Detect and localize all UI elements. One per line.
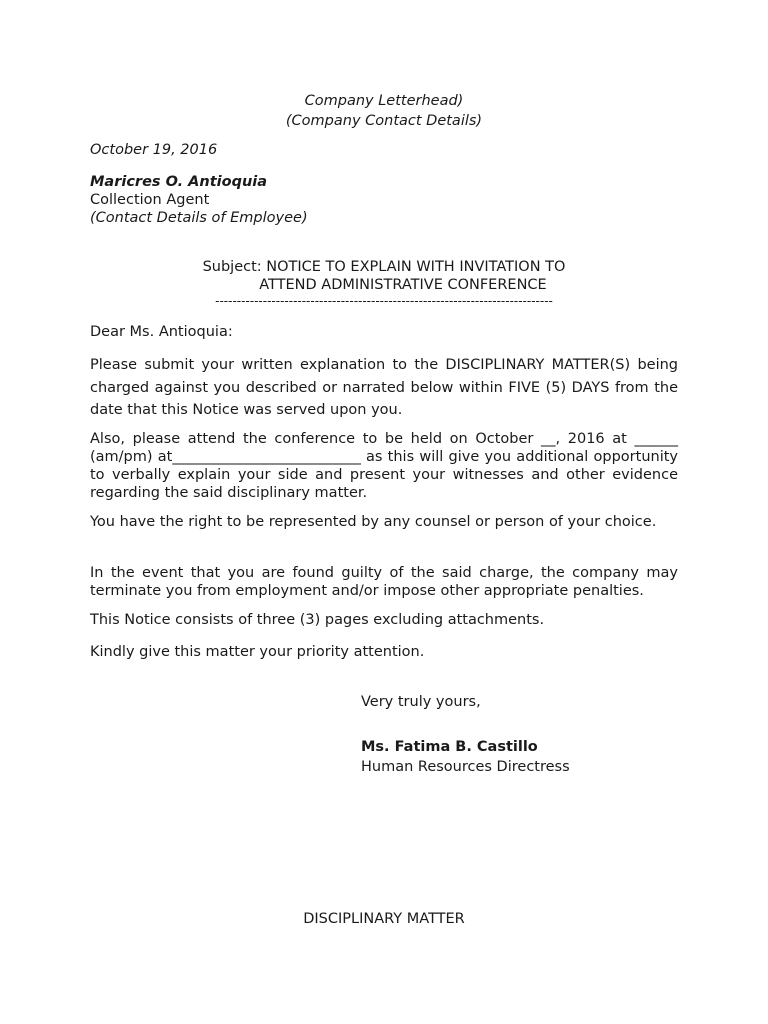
recipient-contact: (Contact Details of Employee) xyxy=(90,210,308,226)
subject-line-1 xyxy=(0,258,768,276)
recipient-position: Collection Agent xyxy=(90,192,210,208)
paragraph-conference: Also, please attend the conference to be held on October __, 2016 at ______ (am/pm) at__________________________ as this will give you additional opportunity to verbally explain your side and present your witnesses and other evidence regarding the said disciplinary matter. xyxy=(90,431,678,501)
paragraph-penalties: In the event that you are found guilty of the said charge, the company may terminate you from employment and/or impose other appropriate penalties. xyxy=(90,565,678,599)
signatory-name: Ms. Fatima B. Castillo xyxy=(361,739,538,755)
paragraph-priority: Kindly give this matter your priority attention. xyxy=(90,644,425,660)
subject-title-line-1: NOTICE TO EXPLAIN WITH INVITATION TO xyxy=(266,259,566,275)
letterhead-contact: (Company Contact Details) xyxy=(285,113,483,129)
subject-title-line-2: ATTEND ADMINISTRATIVE CONFERENCE xyxy=(259,277,547,293)
subject-label: Subject: xyxy=(202,259,262,275)
letterhead-company: Company Letterhead) xyxy=(304,93,464,109)
subject-line-2 xyxy=(0,276,768,294)
section-heading-disciplinary-matter: DISCIPLINARY MATTER xyxy=(303,911,465,927)
paragraph-counsel: You have the right to be represented by any counsel or person of your choice. xyxy=(90,514,657,530)
paragraph-pages: This Notice consists of three (3) pages excluding attachments. xyxy=(90,612,545,628)
paragraph-explanation: Please submit your written explanation to the DISCIPLINARY MATTER(S) being charged against you described or narrated below within FIVE (5) DAYS from the date that this Notice was served upon you. xyxy=(90,357,678,418)
letter-date: October 19, 2016 xyxy=(90,142,218,158)
salutation: Dear Ms. Antioquia: xyxy=(90,324,233,340)
subject-divider: ------------------------------------------------------------------------------ xyxy=(215,294,553,308)
recipient-name: Maricres O. Antioquia xyxy=(90,174,268,190)
signatory-title: Human Resources Directress xyxy=(361,759,570,775)
valediction: Very truly yours, xyxy=(361,694,481,710)
